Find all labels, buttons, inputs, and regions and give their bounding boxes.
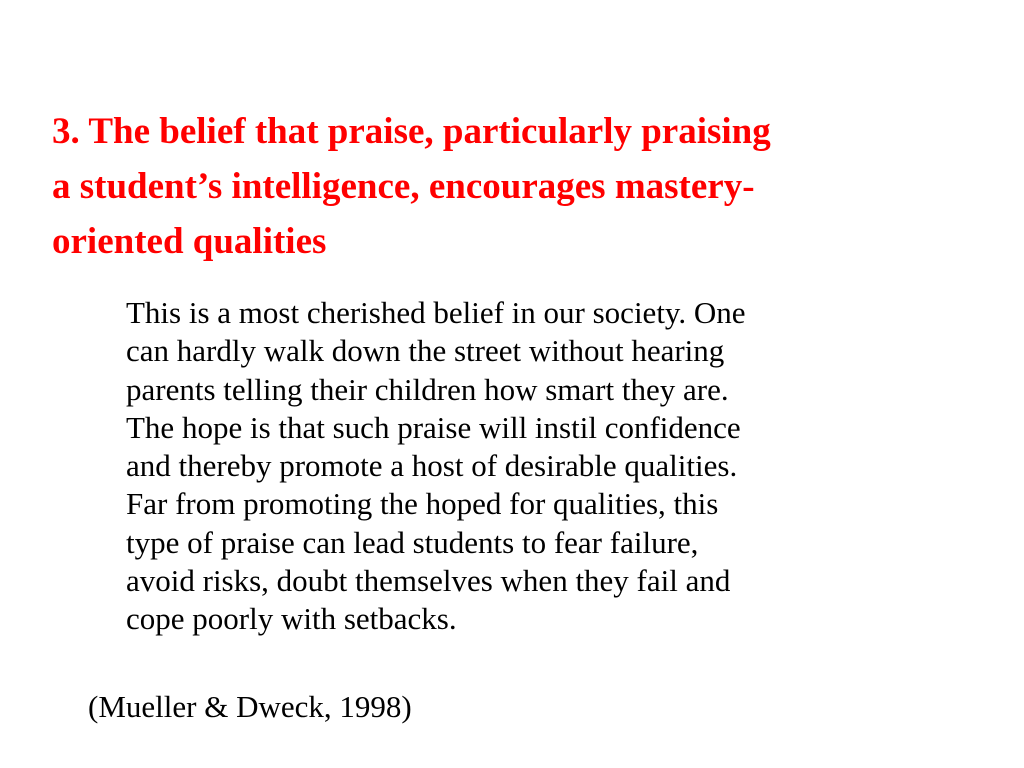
title-line: a student’s intelligence, encourages mastery-: [52, 166, 755, 207]
body-line: parents telling their children how smart they are.: [126, 371, 729, 407]
slide-title: [52, 104, 982, 269]
body-line: cope poorly with setbacks.: [126, 601, 457, 637]
body-line: Far from promoting the hoped for qualities, this: [126, 486, 719, 522]
body-line: This is a most cherished belief in our society. One: [126, 295, 746, 330]
body-line: type of praise can lead students to fear failure,: [126, 524, 699, 560]
body-line: can hardly walk down the street without hearing: [126, 333, 725, 369]
body-line: and thereby promote a host of desirable qualities.: [126, 448, 738, 484]
body-line: The hope is that such praise will instil confidence: [126, 409, 741, 445]
title-line: oriented qualities: [52, 221, 327, 262]
citation: (Mueller & Dweck, 1998): [88, 689, 412, 724]
body-line: avoid risks, doubt themselves when they fail and: [126, 563, 731, 599]
body-paragraph: [126, 294, 986, 639]
title-line: 3. The belief that praise, particularly praising: [52, 111, 771, 152]
